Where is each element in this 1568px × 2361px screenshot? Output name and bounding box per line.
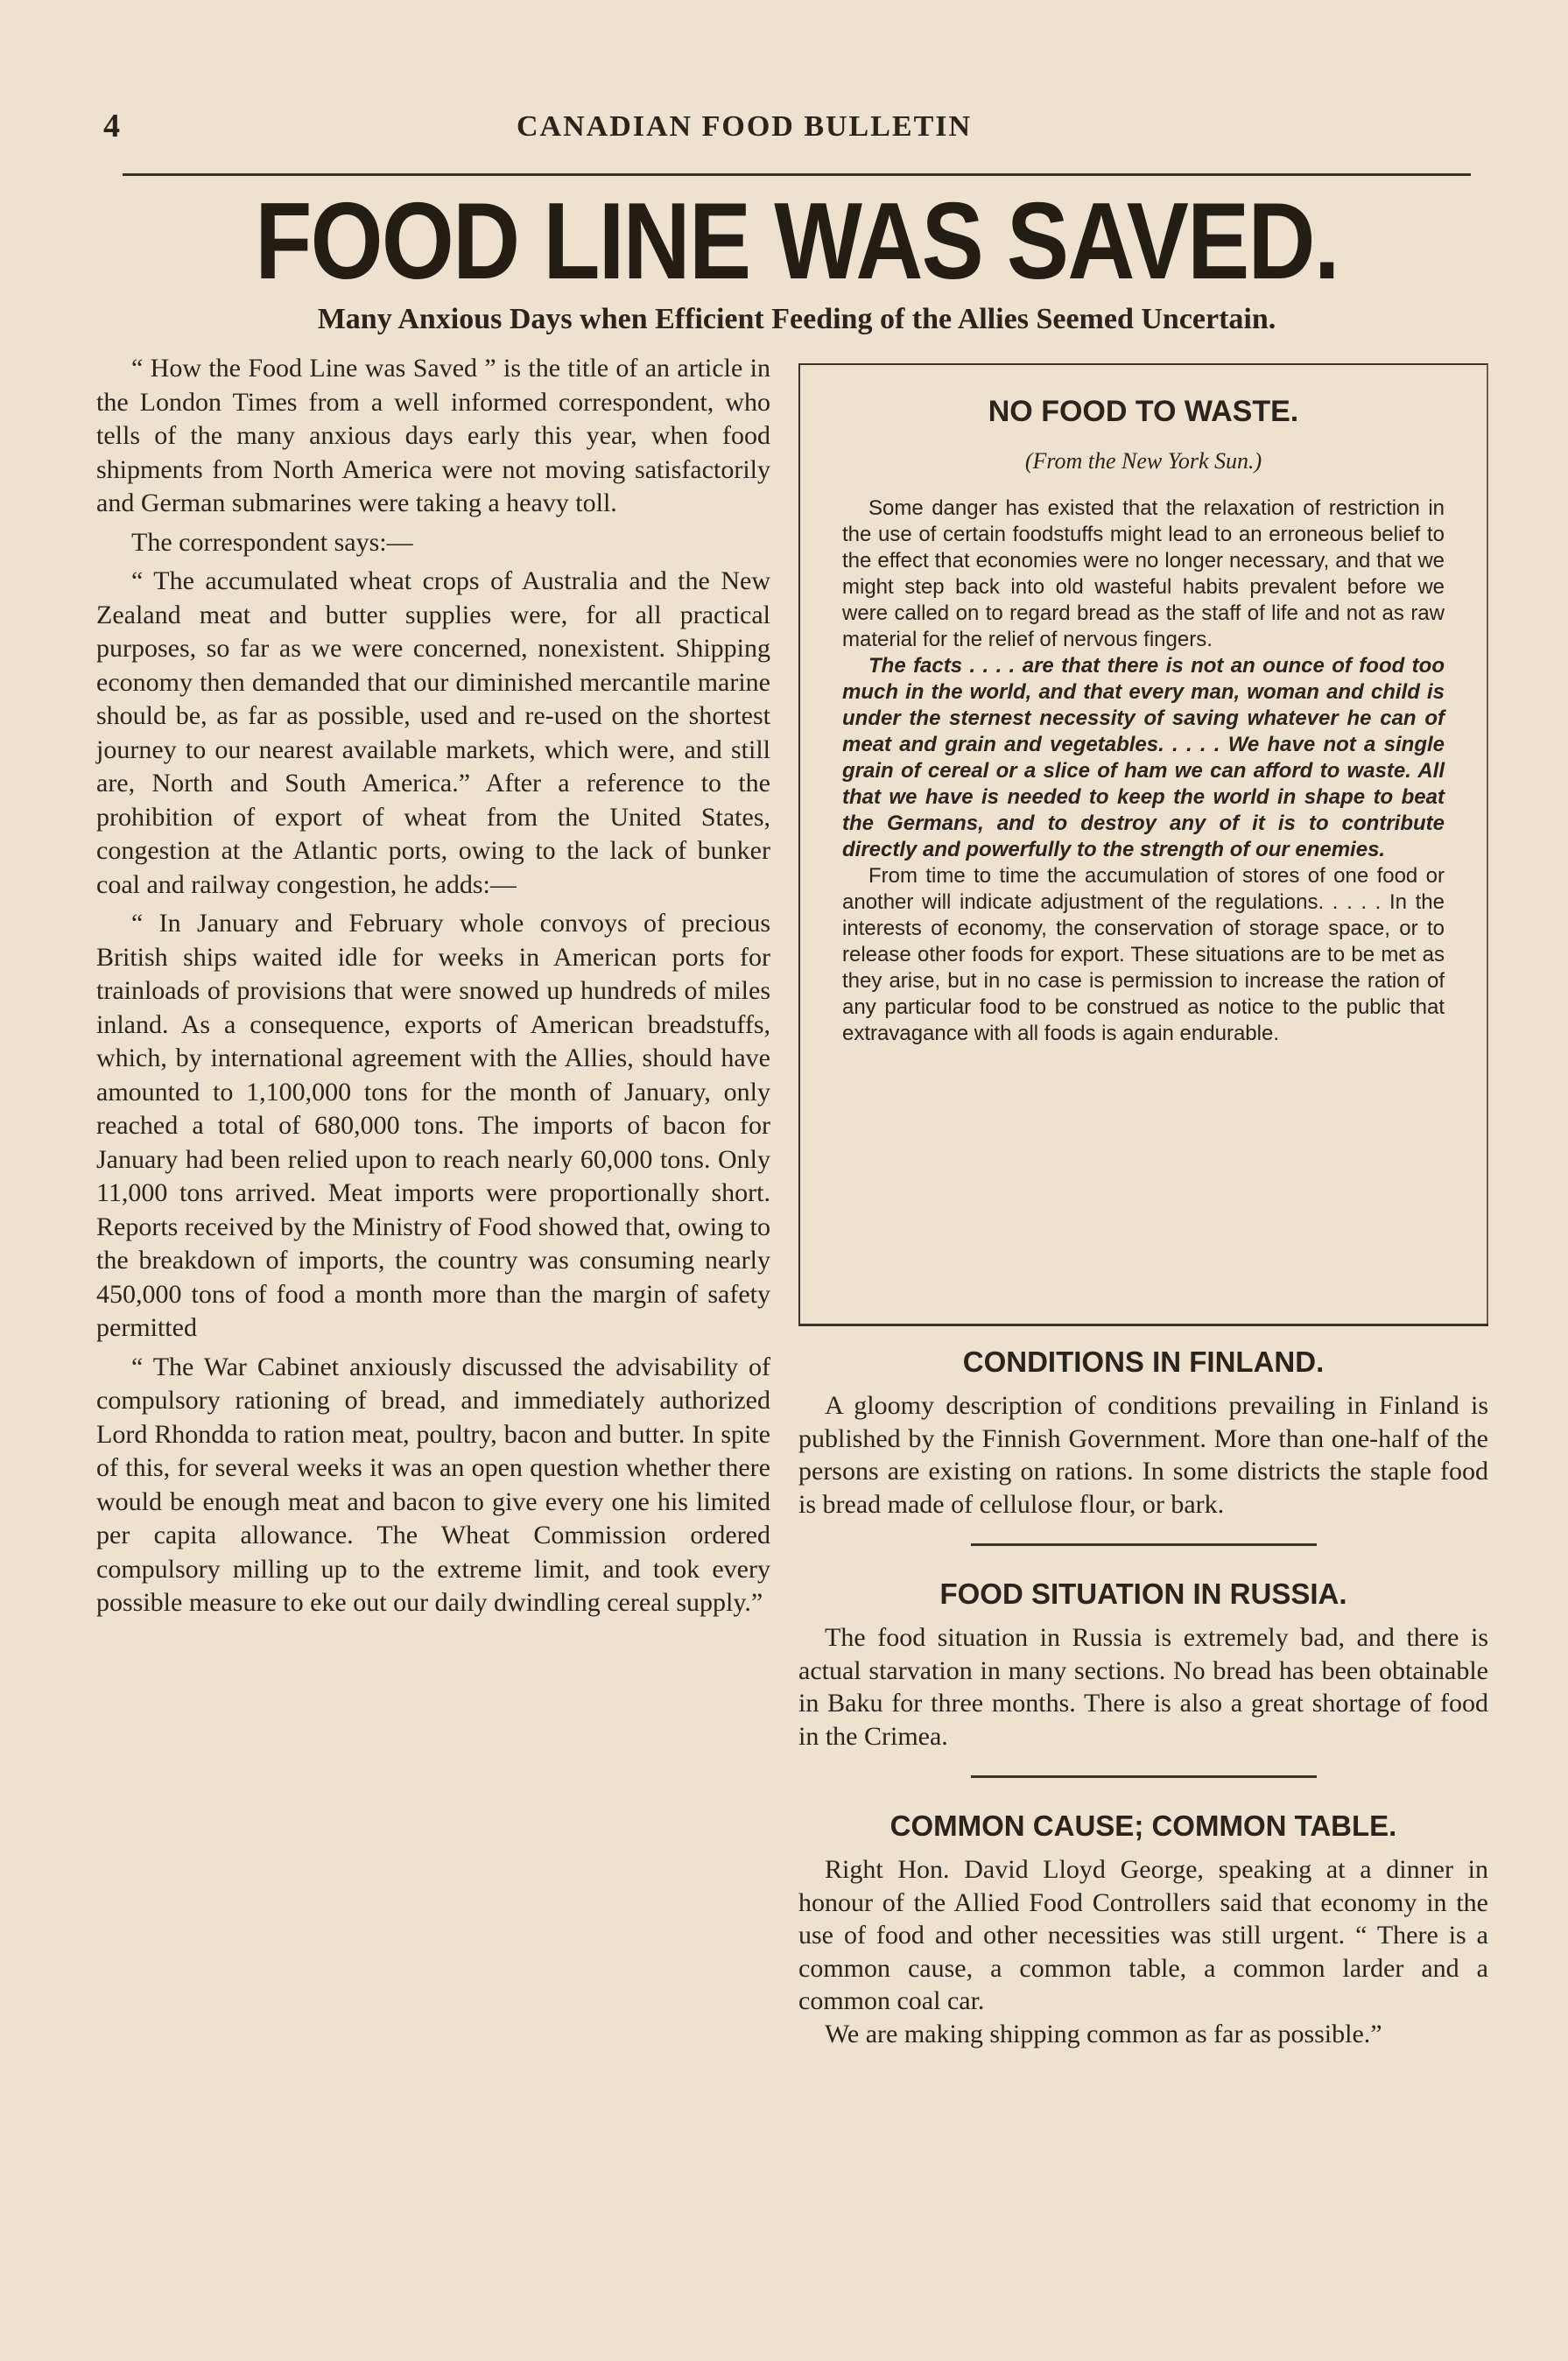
section-paragraph: The food situation in Russia is extremely bad, and there is actual starvation in many sections. No bread has been obtainable in Baku for three months. There is also a great shortage of food in the Crimea. [798, 1623, 1488, 1751]
section-paragraph: A gloomy description of conditions prevailing in Finland is published by the Finnish Government. More than one-half of the persons are existing on rations. In some districts the staple food is bread made of cellulose flour, or bark. [798, 1391, 1488, 1519]
running-head: CANADIAN FOOD BULLETIN [517, 110, 973, 143]
section-finland [798, 1346, 1488, 1546]
article-paragraph: “ In January and February whole convoys of precious British ships waited idle for weeks in American ports for trainloads of provisions that were snowed up hundreds of miles inland. As a consequence, exports of American breadstuffs, which, by international agreement with the Allies, should have amounted to 1,100,000 tons for the month of January, only reached a total of 680,000 tons. The imports of bacon for January had been relied upon to reach nearly 60,000 tons. Only 11,000 tons arrived. Meat imports were proportionally short. Reports received by the Ministry of Food showed that, owing to the breakdown of imports, the country was consuming nearly 450,000 tons of food a month more than the margin of safety permitted [96, 909, 770, 1342]
section-title: CONDITIONS IN FINLAND. [962, 1346, 1325, 1378]
section-title: FOOD SITUATION IN RUSSIA. [939, 1578, 1347, 1610]
section-divider [971, 1543, 1317, 1546]
section-paragraph: Right Hon. David Lloyd George, speaking at a dinner in honour of the Allied Food Controllers said that economy in the use of food and other necessities was still urgent. “ There is a common cause, a common table, a common larder and a common coal car. [798, 1855, 1488, 2015]
section-divider [971, 1775, 1317, 1778]
article-paragraph: “ The accumulated wheat crops of Australia and the New Zealand meat and butter supplies were, for all practical purposes, so far as we were concerned, nonexistent. Shipping economy then demanded that our diminished mercantile marine should be, as far as possible, used and re-used on the shortest journey to our nearest available markets, which were, and still are, North and South America.” After a reference to the prohibition of export of wheat from the United States, congestion at the Atlantic ports, owing to the lack of bunker coal and railway congestion, he adds:— [96, 566, 770, 899]
right-column [798, 363, 1488, 2050]
subheadline: Many Anxious Days when Efficient Feeding of the Allies Seemed Uncertain. [317, 303, 1276, 335]
article-paragraph: “ How the Food Line was Saved ” is the title of an article in the London Times from a well informed correspondent, who tells of the many anxious days early this year, when food shipments from North America were not moving satisfactorily and German submarines were taking a heavy toll. [96, 354, 770, 517]
sidebar-paragraph: From time to time the accumulation of stores of one food or another will indicate adjustment of the regulations. . . . . In the interests of economy, the conservation of storage space, or to release other foods for export. These situations are to be met as they arise, but in no case is permission to increase the ration of any particular food to be construed as notice to the public that extravagance with all foods is again endurable. [842, 864, 1445, 1045]
section-russia [798, 1578, 1488, 1778]
headline: FOOD LINE WAS SAVED. [255, 181, 1339, 302]
section-paragraph: We are making shipping common as far as possible.” [825, 2019, 1382, 2048]
section-title: COMMON CAUSE; COMMON TABLE. [889, 1809, 1397, 1842]
sidebar-title: NO FOOD TO WASTE. [988, 395, 1299, 428]
article-paragraph: “ The War Cabinet anxiously discussed the advisability of compulsory rationing of bread, and immediately authorized Lord Rhondda to ration meat, poultry, bacon and butter. In spite of this, for several weeks it was an open question whether there would be enough meat and bacon to give every one his limited per capita allowance. The Wheat Commission ordered compulsory milling up to the extreme limit, and took every possible measure to eke out our daily dwindling cereal supply.” [96, 1352, 770, 1617]
sidebar-paragraph-emphasis: The facts . . . . are that there is not an ounce of food too much in the world, and that every man, woman and child is under the sternest necessity of saving whatever he can of meat and grain and vegetables. . . . . We have not a single grain of cereal or a slice of ham we can afford to waste. All that we have is needed to keep the world in shape to beat the Germans, and to destroy any of it is to contribute directly and powerfully to the strength of our enemies. [842, 654, 1445, 861]
article-paragraph: The correspondent says:— [131, 527, 413, 557]
page-number: 4 [103, 108, 120, 144]
sidebar-box [798, 363, 1488, 1324]
top-rule [123, 173, 1471, 176]
section-common-cause [798, 1809, 1488, 2050]
sidebar-bottom-rule [798, 1324, 1488, 1326]
main-article-column [96, 352, 770, 1620]
sidebar-source: (From the New York Sun.) [1024, 448, 1262, 474]
sidebar-paragraph: Some danger has existed that the relaxation of restriction in the use of certain foodstuffs might lead to an erroneous belief to the effect that economies were no longer necessary, and that we might step back into old wasteful habits prevalent before we were called on to regard bread as the staff of life and not as raw material for the relief of nervous fingers. [842, 496, 1445, 651]
